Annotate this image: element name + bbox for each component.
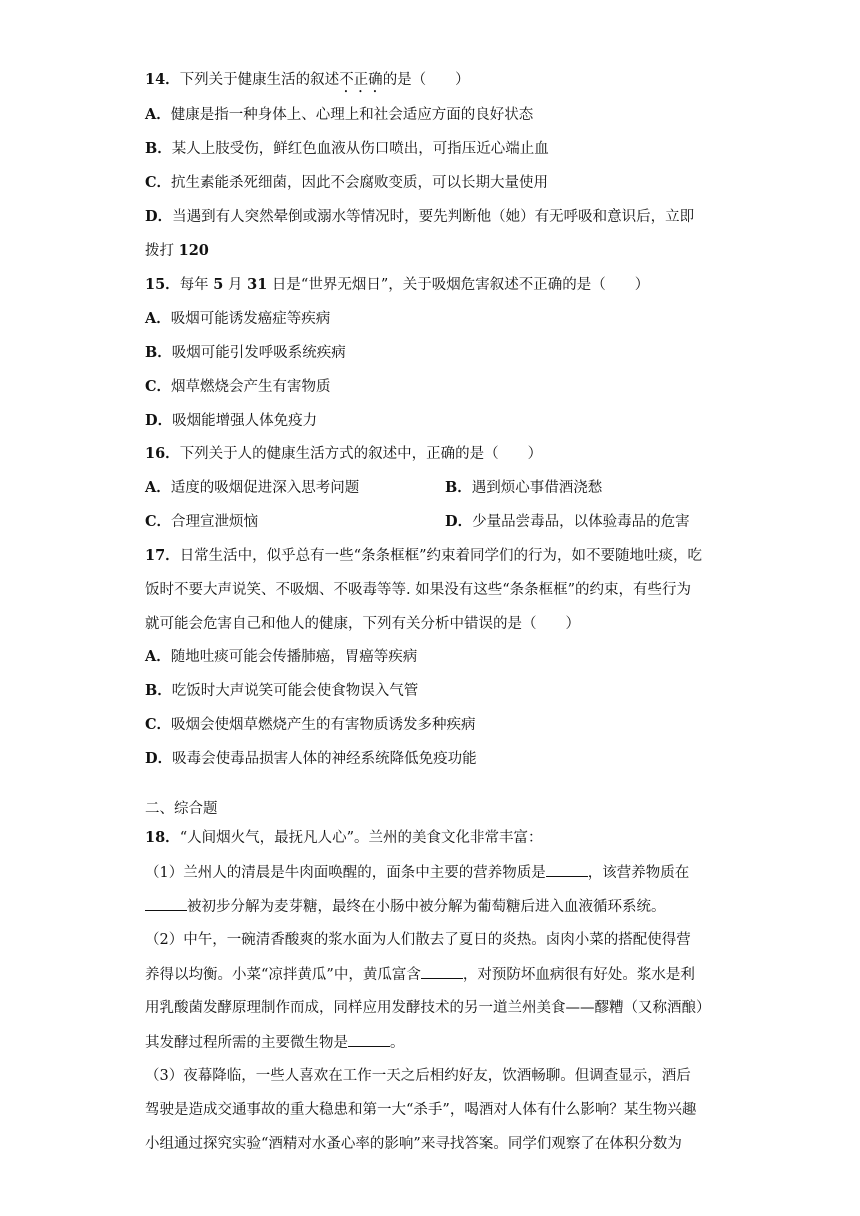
- option-text: 合理宣泄烦恼: [171, 514, 259, 530]
- q18-number: 18．: [145, 829, 180, 846]
- answer-blank[interactable]: [348, 1032, 390, 1047]
- q15-number: 15．: [145, 276, 180, 293]
- q17-stem-text: 日常生活中，似乎总有一些“条条框框”约束着同学们的行为，如不要随地吐痰，吃: [179, 548, 703, 564]
- option-text: 吸烟可能诱发癌症等疾病: [170, 311, 331, 327]
- option-letter: C．: [145, 716, 172, 733]
- option-text: 当遇到有人突然晕倒或溺水等情况时，要先判断他（她）有无呼吸和意识后，立即: [172, 209, 695, 225]
- q15-stem-text: 每年: [179, 277, 214, 293]
- option-letter: D．: [145, 750, 173, 767]
- option-text: 吸烟会使烟草燃烧产生的有害物质诱发多种疾病: [171, 717, 476, 733]
- option-text: 适度的吸烟促进深入思考问题: [170, 480, 360, 496]
- option-letter: D．: [145, 412, 173, 429]
- q16-option-d[interactable]: [445, 512, 690, 532]
- q18-text: 用乳酸菌发酵原理制作而成，同样应用发酵技术的另一道兰州美食——醪糟（又称酒酿）: [145, 1000, 711, 1016]
- q18-part2-line-2: [145, 964, 695, 985]
- q17-stem-line-2: [145, 580, 691, 600]
- q14-stem-emphasis: 不正确: [339, 72, 383, 88]
- option-letter: D．: [445, 513, 473, 530]
- option-text: 随地吐痰可能会传播肺癌，胃癌等疾病: [170, 649, 418, 665]
- q15-option-d[interactable]: [145, 411, 317, 431]
- answer-blank[interactable]: [421, 964, 463, 979]
- q14-option-d-continued: [145, 241, 209, 261]
- q18-part3-line-1: [145, 1066, 691, 1086]
- q16-number: 16．: [145, 445, 180, 462]
- option-text: 某人上肢受伤，鲜红色血液从伤口喷出，可指压近心端止血: [171, 141, 549, 157]
- q17-option-a[interactable]: [145, 647, 417, 667]
- q18-text: 小组通过探究实验“酒精对水蚤心率的影响”来寻找答案。同学们观察了在体积分数为: [145, 1136, 682, 1152]
- section-title: [145, 799, 218, 819]
- q16-option-c[interactable]: [145, 512, 258, 532]
- option-letter: D．: [145, 208, 173, 225]
- q18-part2-line-3: [145, 998, 711, 1018]
- q18-part2-line-4: [145, 1032, 405, 1053]
- q17-option-b[interactable]: [145, 681, 418, 701]
- q15-stem-text: 月: [223, 277, 248, 293]
- q14-number: 14．: [145, 71, 180, 88]
- option-text: 遇到烦心事借酒浇愁: [471, 480, 603, 496]
- option-letter: B．: [145, 140, 172, 157]
- option-letter: B．: [445, 479, 472, 496]
- q18-text: 养得以均衡。小菜“凉拌黄瓜”中，黄瓜富含: [145, 967, 421, 983]
- q18-part3-line-2: [145, 1100, 696, 1120]
- q14-stem-text-a: 下列关于健康生活的叙述: [179, 72, 340, 88]
- q17-stem-text: 饭时不要大声说笑、不吸烟、不吸毒等等. 如果没有这些“条条框框”的约束，有些行为: [145, 582, 692, 598]
- q18-text: 驾驶是造成交通事故的重大稳患和第一大“杀手”，喝酒对人体有什么影响？某生物兴趣: [145, 1102, 697, 1118]
- option-letter: C．: [145, 513, 172, 530]
- q16-option-a[interactable]: [145, 478, 359, 498]
- q18-part1-line-1: [145, 862, 689, 883]
- q18-text: （1）兰州人的清晨是牛肉面唤醒的，面条中主要的营养物质是: [145, 865, 546, 881]
- option-letter: A．: [145, 479, 171, 496]
- option-text: 吸烟能增强人体免疫力: [172, 413, 318, 429]
- option-letter: A．: [145, 648, 171, 665]
- q14-stem-text-b: 的是（ ）: [382, 72, 470, 88]
- option-letter: C．: [145, 174, 172, 191]
- option-letter: C．: [145, 378, 172, 395]
- option-text: 吸毒会使毒品损害人体的神经系统降低免疫功能: [172, 751, 477, 767]
- q18-text: 被初步分解为麦芽糖，最终在小肠中被分解为葡萄糖后进入血液循环系统。: [187, 899, 666, 915]
- q18-intro-text: “人间烟火气，最抚凡人心”。兰州的美食文化非常丰富：: [179, 830, 543, 846]
- option-letter: B．: [145, 682, 172, 699]
- q14-option-d[interactable]: [145, 207, 694, 227]
- q14-stem: [145, 70, 470, 96]
- option-text: 拨打: [145, 243, 179, 259]
- option-letter: B．: [145, 344, 172, 361]
- q14-option-c[interactable]: [145, 173, 548, 193]
- q18-text: ，对预防坏血病很有好处。浆水是利: [462, 967, 695, 983]
- q15-stem: [145, 275, 649, 295]
- option-text: 健康是指一种身体上、心理上和社会适应方面的良好状态: [170, 107, 534, 123]
- q15-option-b[interactable]: [145, 343, 346, 363]
- q14-option-a[interactable]: [145, 105, 533, 125]
- option-letter: A．: [145, 106, 171, 123]
- q15-option-a[interactable]: [145, 309, 330, 329]
- q18-text: （3）夜幕降临，一些人喜欢在工作一天之后相约好友，饮酒畅聊。但调查显示，酒后: [145, 1068, 691, 1084]
- q15-stem-day: 31: [247, 276, 268, 293]
- option-text: 抗生素能杀死细菌，因此不会腐败变质，可以长期大量使用: [171, 175, 549, 191]
- q15-stem-text: 日是“世界无烟日”，关于吸烟危害叙述不正确的是（ ）: [267, 277, 650, 293]
- q18-intro: [145, 828, 543, 848]
- option-letter: A．: [145, 310, 171, 327]
- section-title-text: 二、综合题: [145, 801, 218, 817]
- q15-stem-month: 5: [213, 276, 224, 293]
- q16-stem-text: 下列关于人的健康生活方式的叙述中，正确的是（ ）: [179, 446, 543, 462]
- q16-stem: [145, 444, 542, 464]
- q14-option-b[interactable]: [145, 139, 549, 159]
- q17-option-c[interactable]: [145, 715, 476, 735]
- q18-text: （2）中午，一碗清香酸爽的浆水面为人们散去了夏日的炎热。卤肉小菜的搭配使得营: [145, 932, 691, 948]
- option-text: 少量品尝毒品，以体验毒品的危害: [472, 514, 690, 530]
- q15-option-c[interactable]: [145, 377, 331, 397]
- q18-part1-line-2: [145, 896, 666, 917]
- q17-stem-line-1: [145, 546, 702, 566]
- answer-blank[interactable]: [546, 862, 588, 877]
- option-text: 烟草燃烧会产生有害物质: [171, 379, 331, 395]
- q17-stem-text: 就可能会危害自己和他人的健康，下列有关分析中错误的是（ ）: [145, 616, 580, 632]
- option-text: 吸烟可能引发呼吸系统疾病: [171, 345, 346, 361]
- q18-part3-line-3: [145, 1134, 682, 1154]
- q18-text: 。: [390, 1035, 405, 1051]
- option-text: 吃饭时大声说笑可能会使食物误入气管: [171, 683, 419, 699]
- q18-text: ，该营养物质在: [587, 865, 690, 881]
- q18-part2-line-1: [145, 930, 691, 950]
- q17-stem-line-3: [145, 614, 580, 634]
- q17-number: 17．: [145, 547, 180, 564]
- option-number: 120: [178, 242, 209, 259]
- answer-blank[interactable]: [145, 896, 187, 911]
- q18-text: 其发酵过程所需的主要微生物是: [145, 1035, 348, 1051]
- q17-option-d[interactable]: [145, 749, 477, 769]
- q16-option-b[interactable]: [445, 478, 602, 498]
